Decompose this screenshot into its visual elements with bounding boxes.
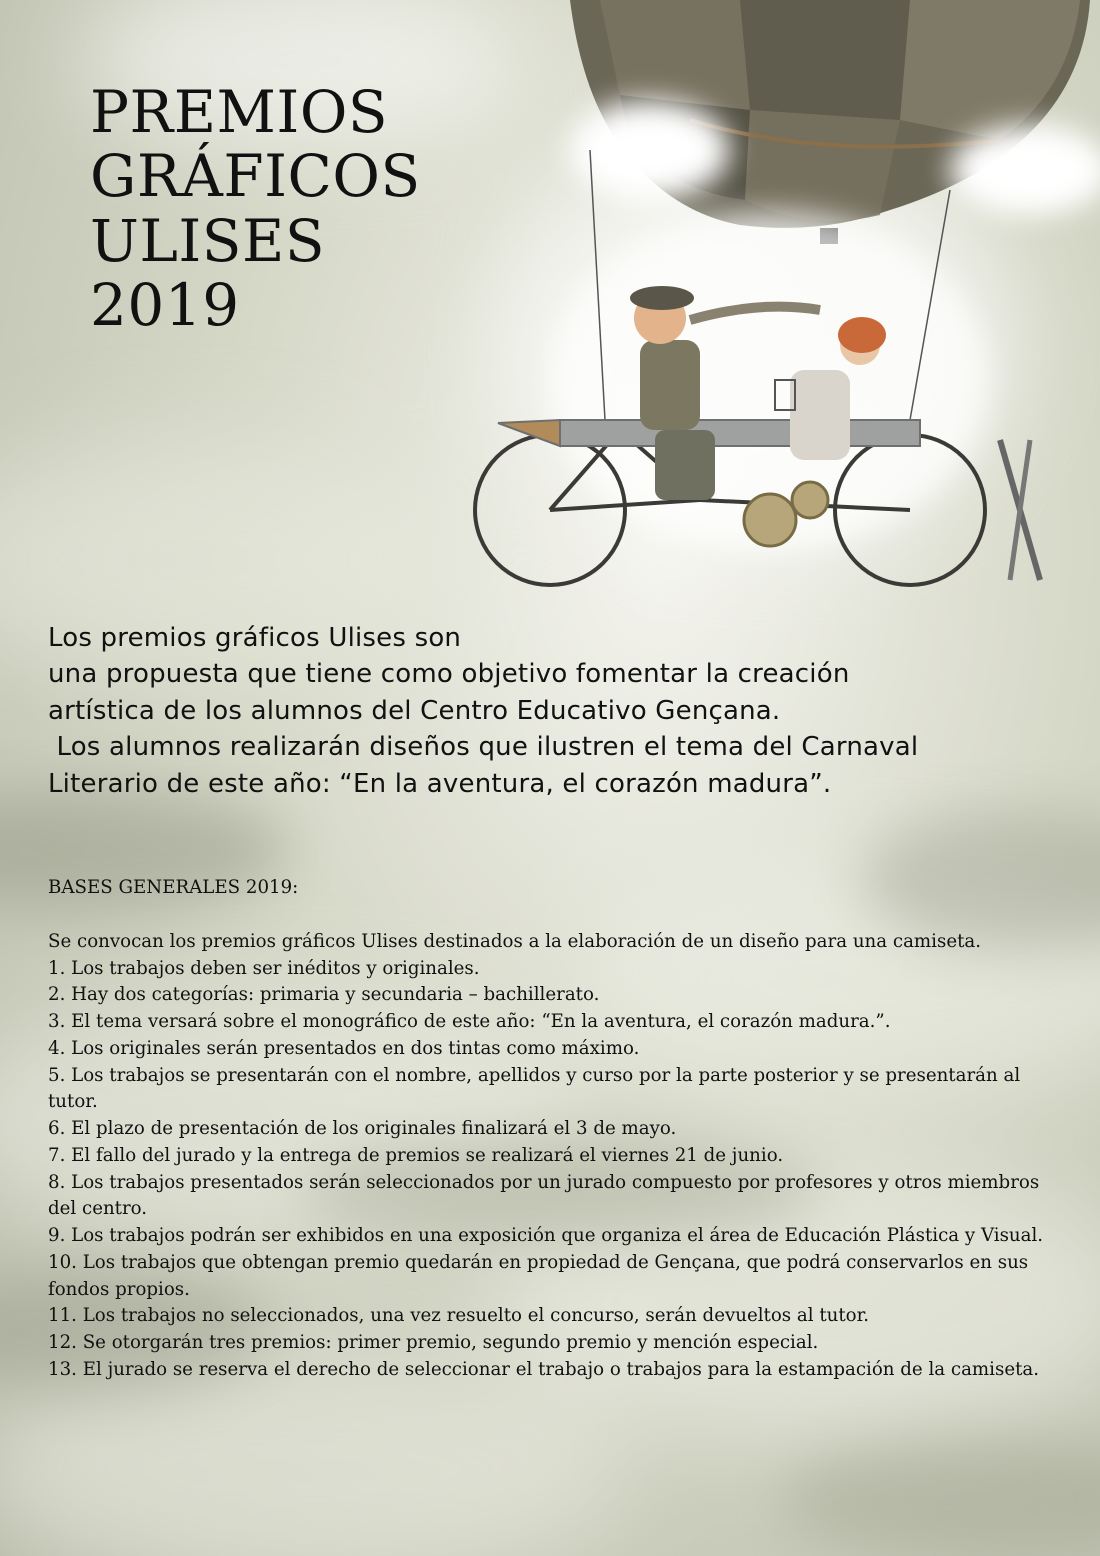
bases-lead: Se convocan los premios gráficos Ulises destinados a la elaboración de un diseño para una camiseta. — [48, 930, 982, 952]
title-line: PREMIOS — [90, 78, 389, 146]
bases-heading: BASES GENERALES 2019: — [48, 877, 299, 898]
airship-bicycle-illustration — [440, 0, 1100, 600]
intro-paragraph — [48, 620, 1058, 802]
title-line: 2019 — [90, 271, 240, 340]
list-item: 1. Los trabajos deben ser inéditos y originales. — [48, 957, 480, 979]
list-item: 13. El jurado se reserva el derecho de seleccionar el trabajo o trabajos para la estampación de la camiseta. — [48, 1358, 1040, 1380]
intro-line: Los alumnos realizarán diseños que ilustren el tema del Carnaval — [48, 732, 919, 763]
list-item: 6. El plazo de presentación de los originales finalizará el 3 de mayo. — [48, 1118, 677, 1139]
intro-line: Literario de este año: “En la aventura, el corazón madura”. — [48, 768, 832, 799]
intro-line: una propuesta que tiene como objetivo fomentar la creación — [48, 659, 850, 690]
list-item: 4. Los originales serán presentados en dos tintas como máximo. — [48, 1037, 640, 1059]
title-line: GRÁFICOS — [90, 142, 421, 211]
page-title — [90, 80, 421, 338]
list-item: 8. Los trabajos presentados serán seleccionados por un jurado compuesto por profesores y otros miembros del centro. — [48, 1171, 1040, 1220]
bases-section — [48, 875, 1068, 1384]
list-item: 3. El tema versará sobre el monográfico de este año: “En la aventura, el corazón madura.”. — [48, 1011, 891, 1032]
list-item: 9. Los trabajos podrán ser exhibidos en una exposición que organiza el área de Educación Plástica y Visual. — [48, 1225, 1044, 1246]
list-item: 11. Los trabajos no seleccionados, una vez resuelto el concurso, serán devueltos al tutor. — [48, 1305, 870, 1327]
title-line: ULISES — [90, 206, 326, 275]
list-item: 2. Hay dos categorías: primaria y secundaria – bachillerato. — [48, 984, 600, 1006]
list-item: 10. Los trabajos que obtengan premio quedarán en propiedad de Gençana, que podrá conservarlos en sus fondos propios. — [48, 1251, 1029, 1300]
intro-line: artística de los alumnos del Centro Educativo Gençana. — [48, 695, 781, 726]
list-item: 7. El fallo del jurado y la entrega de premios se realizará el viernes 21 de junio. — [48, 1144, 784, 1166]
list-item: 12. Se otorgarán tres premios: primer premio, segundo premio y mención especial. — [48, 1332, 819, 1353]
list-item: 5. Los trabajos se presentarán con el nombre, apellidos y curso por la parte posterior y se presentarán al tutor. — [48, 1064, 1021, 1113]
bases-list — [48, 956, 1068, 1384]
intro-line: Los premios gráficos Ulises son — [48, 623, 462, 653]
